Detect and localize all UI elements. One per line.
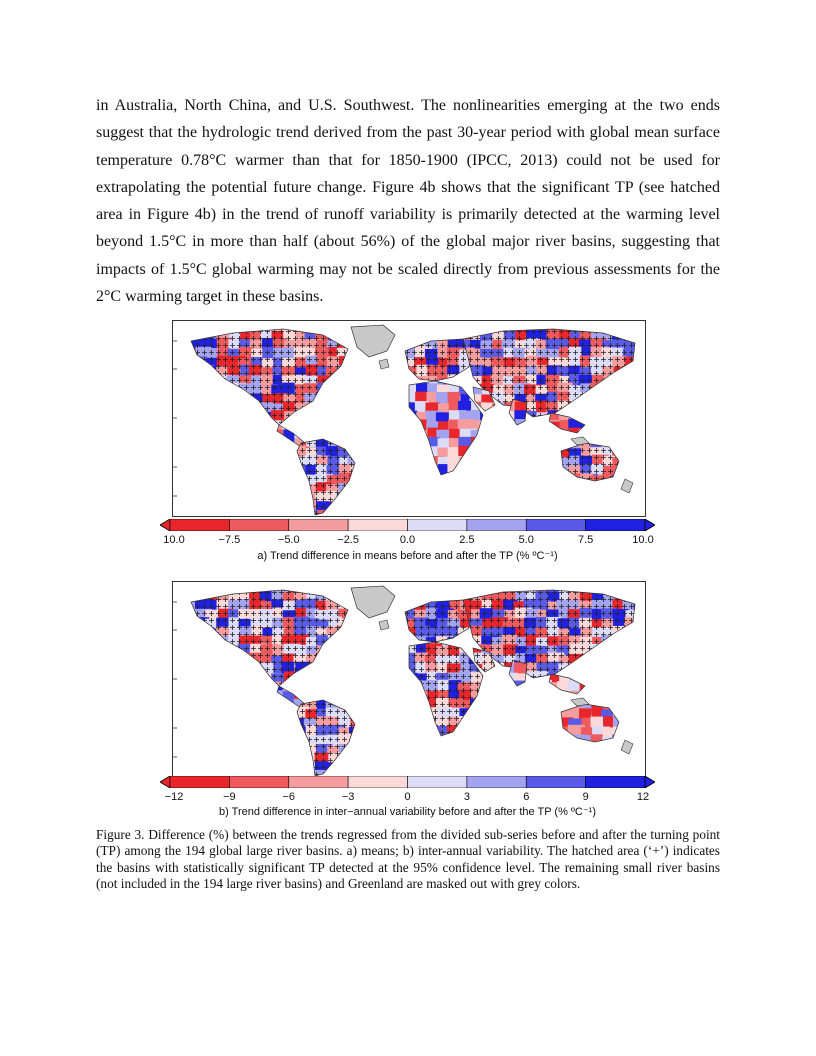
body-line: 2°C warming target in these basins. [96, 288, 324, 306]
figure-panel-a [160, 320, 655, 570]
world-map-a [172, 320, 646, 517]
body-line: temperature 0.78°C warmer than that for 1850-1900 (IPCC, 2013) could not be used for [96, 151, 720, 169]
body-line: beyond 1.5°C in more than half (about 56%) of the global major river basins, suggesting that [96, 233, 720, 251]
map-a-svg [173, 321, 645, 516]
body-paragraph [96, 92, 720, 310]
body-line: impacts of 1.5°C global warming may not be scaled directly from previous assessments for the [96, 260, 720, 278]
body-line: suggest that the hydrologic trend derived from the past 30-year period with global mean surface [96, 124, 720, 142]
body-line: in Australia, North China, and U.S. Southwest. The nonlinearities emerging at the two ends [96, 97, 720, 114]
body-line: extrapolating the potential future change. Figure 4b shows that the significant TP (see hatched [96, 178, 720, 196]
body-line: area in Figure 4b) in the trend of runoff variability is primarily detected at the warming level [96, 206, 720, 224]
